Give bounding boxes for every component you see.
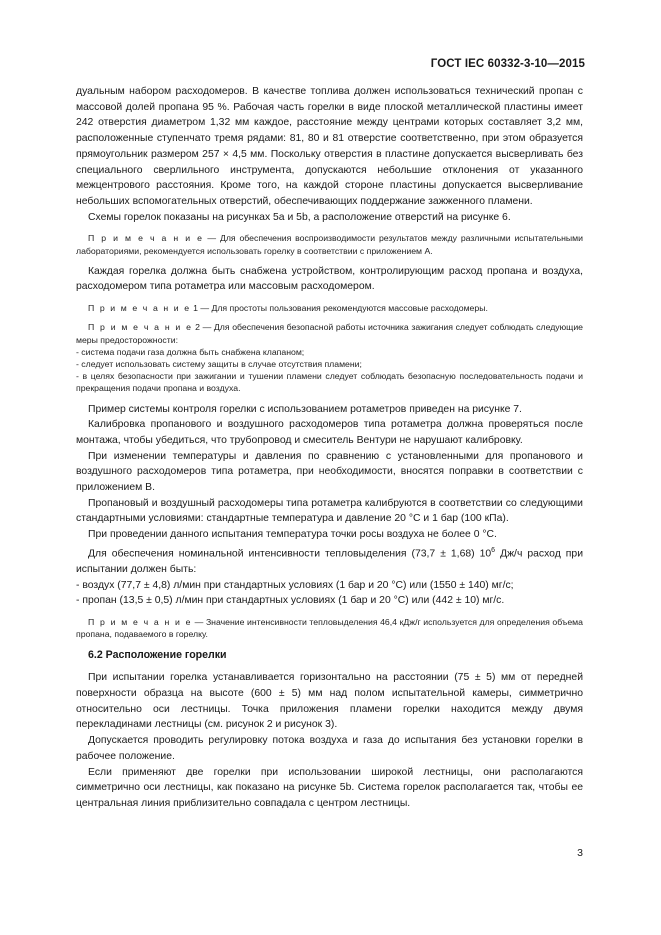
paragraph: Калибровка пропанового и воздушного расходомеров типа ротаметра должна проверяться после монтажа, чтобы убедиться, что трубопровод и смеситель Вентури не нарушают калибровку. xyxy=(76,419,583,446)
paragraph: Допускается проводить регулировку потока воздуха и газа до испытания без установки горелки в рабочее положение. xyxy=(76,735,583,762)
paragraph xyxy=(76,543,583,578)
paragraph-text: Дж/ч расход при испытании должен быть: xyxy=(76,548,584,576)
paragraph: Пример системы контроля горелки с использованием ротаметров приведен на рисунке 7. xyxy=(88,403,522,415)
paragraph: дуальным набором расходомеров. В качестве топлива должен использоваться технический пропан с массовой долей пропана 95 %. Рабочая часть горелки в виде плоской металлической пластины имеет 242 отверстия диаметром 1,32 мм каждое, расстояние между центрами которых составляет 3,2 мм, расположенные ступенчато тремя рядами: 81, 80 и 81 отверстие соответственно, при этом образуется прямоугольник размером 257 × 4,5 мм. Поскольку отверстия в пластине допускается высверливать без специального сверлильного инструмента, допускаются небольшие отклонения от указанного межцентрового расстояния. Кроме того, на каждой стороне пластины допускается высверливание небольших вспомогательных отверстий, обеспечивающих поддержание зажженного пламени. xyxy=(76,86,583,207)
note-text: — Значение интенсивности тепловыделения 46,4 кДж/г используется для определения объема пропана, подаваемого в горелку. xyxy=(76,617,583,640)
paragraph-text: Для обеспечения номинальной интенсивности тепловыделения (73,7 ± 1,68) 10 xyxy=(88,548,492,560)
note xyxy=(76,232,583,256)
list-item: - следует использовать систему защиты в случае отсутствия пламени; xyxy=(76,358,362,369)
paragraph: Если применяют две горелки при использовании широкой лестницы, они располагаются симметрично оси лестницы, как показано на рисунке 5b. Система горелок располагается так, чтобы ее центральная линия приблизительно совпадала с центром лестницы. xyxy=(76,766,583,809)
note xyxy=(76,616,583,640)
note-label: П р и м е ч а н и е xyxy=(88,617,193,628)
paragraph: Каждая горелка должна быть снабжена устройством, контролирующим расход пропана и воздуха, расходомером типа ротаметра или массовым расходомером. xyxy=(76,265,583,293)
exponent: 6 xyxy=(491,546,496,554)
note xyxy=(76,321,583,345)
list-item: - система подачи газа должна быть снабжена клапаном; xyxy=(76,346,305,357)
standard-header: ГОСТ IEC 60332-3-10—2015 xyxy=(430,58,585,70)
paragraph: Пропановый и воздушный расходомеры типа ротаметра калибруются в соответствии со следующими стандартными условиями: стандартные температура и давление 20 °C и 1 бар (100 кПа). xyxy=(76,497,583,525)
note-label: П р и м е ч а н и е xyxy=(88,303,191,314)
note xyxy=(76,302,583,314)
note-label: П р и м е ч а н и е xyxy=(88,233,204,244)
list-item: - воздух (77,7 ± 4,8) л/мин при стандартных условиях (1 бар и 20 °C) или (1550 ± 140) мг/с; xyxy=(76,579,514,591)
page-number: 3 xyxy=(577,847,583,859)
paragraph: При изменении температуры и давления по сравнению с установленными для пропанового и воздушного расходомеров типа ротаметра, при необходимости, вносятся поправки в соответствии с приложением В. xyxy=(76,450,583,494)
list-item: - в целях безопасности при зажигании и тушении пламени следует соблюдать безопасную последовательность подачи и прекращения подачи пропана и воздуха. xyxy=(76,371,583,394)
note-label: П р и м е ч а н и е xyxy=(88,322,193,333)
section-heading: 6.2 Расположение горелки xyxy=(88,648,227,661)
note-text: — Для обеспечения воспроизводимости результатов между различными испытательными лабораториями, рекомендуется использовать горелку в соответствии с приложением А. xyxy=(76,233,583,256)
paragraph: При проведении данного испытания температура точки росы воздуха не более 0 °C. xyxy=(88,529,497,541)
paragraph: При испытании горелка устанавливается горизонтально на расстоянии (75 ± 5) мм от передней поверхности образца на высоте (600 ± 5) мм над полом испытательной камеры, симметрично относительно оси лестницы. Точка приложения пламени горелки находится между двумя перекладинами лестницы (см. рисунок 2 и рисунок 3). xyxy=(76,672,583,731)
note-text: 1 — Для простоты пользования рекомендуются массовые расходомеры. xyxy=(190,303,488,314)
note-text: 2 — Для обеспечения безопасной работы источника зажигания следует соблюдать следующие меры предосторожности: xyxy=(76,322,584,345)
paragraph: Схемы горелок показаны на рисунках 5а и 5b, а расположение отверстий на рисунке 6. xyxy=(88,211,511,223)
page-content xyxy=(76,84,583,812)
list-item: - пропан (13,5 ± 0,5) л/мин при стандартных условиях (1 бар и 20 °C) или (442 ± 10) мг/с. xyxy=(76,595,505,607)
